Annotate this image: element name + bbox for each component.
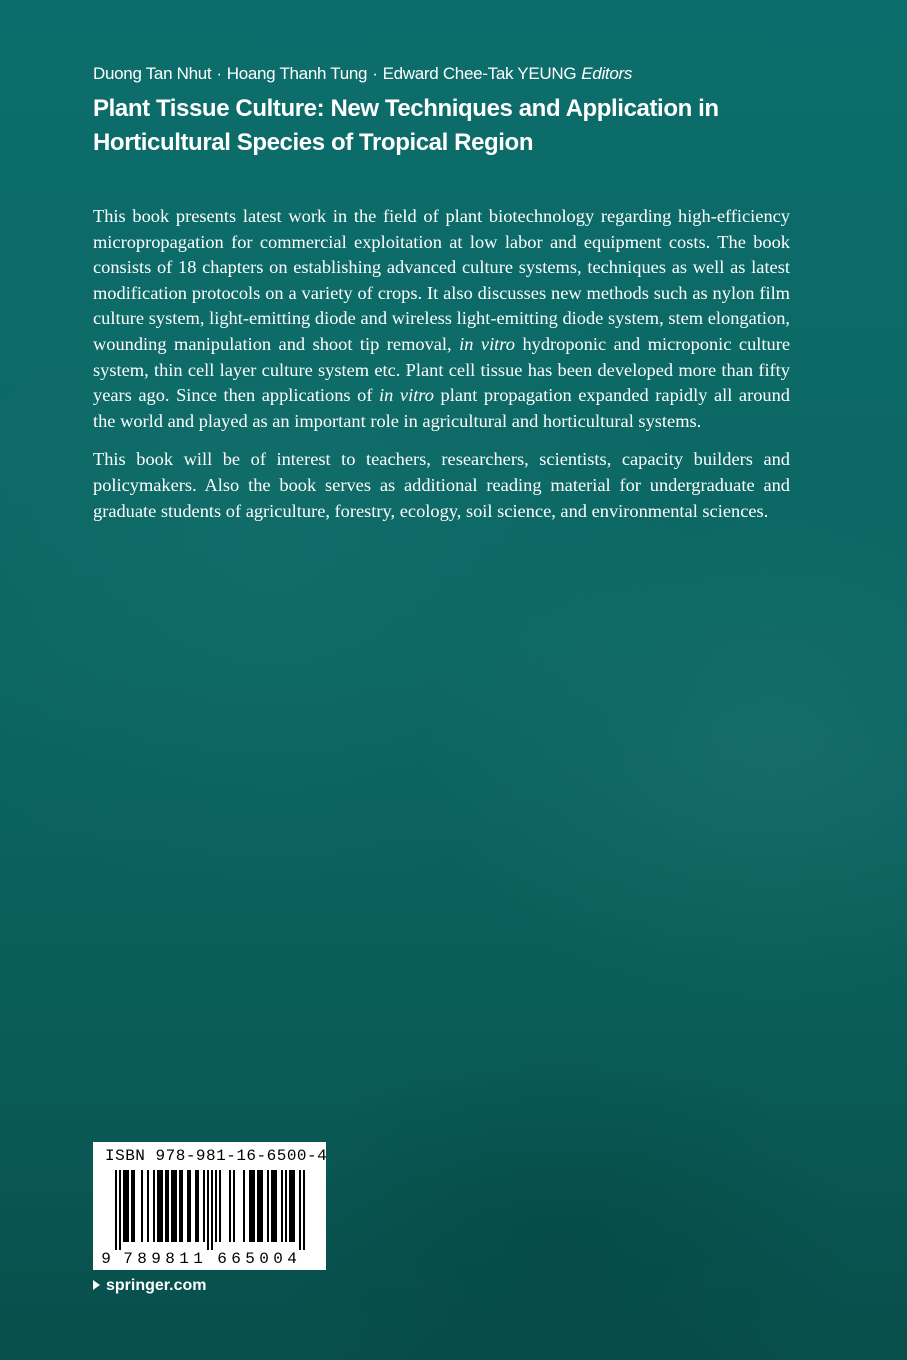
barcode-bar <box>141 1170 143 1242</box>
barcode-bar <box>249 1170 251 1242</box>
barcode-bar <box>187 1170 189 1242</box>
barcode-bar <box>173 1170 175 1242</box>
barcode-digit: 9 <box>151 1250 161 1266</box>
description-italic: in vitro <box>459 333 515 354</box>
description-paragraph <box>93 204 790 434</box>
description-paragraph: This book will be of interest to teachers, researchers, scientists, capacity builders and policymakers. Also the book serves as additional reading material for undergraduate and graduate students of agriculture, forestry, ecology, soil science, and environmental sciences. <box>93 449 790 521</box>
barcode-bar <box>167 1170 169 1242</box>
editors-line <box>93 62 813 86</box>
barcode-bar <box>123 1170 125 1242</box>
barcode-digit: 1 <box>179 1250 189 1266</box>
editor-separator: · <box>216 64 222 83</box>
barcode-bar <box>147 1170 149 1242</box>
barcode-bar <box>259 1170 261 1242</box>
barcode-bar <box>275 1170 277 1242</box>
barcode-bar <box>299 1170 301 1250</box>
barcode-bar <box>219 1170 221 1242</box>
barcode-digit: 0 <box>259 1250 269 1266</box>
barcode-bar <box>253 1170 255 1242</box>
description-text: This book presents latest work in the field of plant biotechnology regarding high-efficiency micropropagation for commercial exploitation at low labor and equipment costs. The book consists of 18 chapters on establishing advanced culture systems, techniques as well as latest modification protocols on a variety of crops. It also discusses new methods such as nylon film culture system, light-emitting diode and wireless light-emitting diode system, stem elongation, wounding manipulation and shoot tip removal, <box>93 206 790 354</box>
barcode-bar <box>211 1170 213 1250</box>
barcode-bar <box>157 1170 159 1242</box>
description-text: hydroponic and microponic culture system, thin cell layer culture system etc. Plant cell tissue has been developed more than fifty years ago. Since then applications of <box>93 333 790 406</box>
barcode-bar <box>215 1170 217 1242</box>
barcode-digit: 5 <box>245 1250 255 1266</box>
barcode-graphic <box>101 1170 316 1266</box>
barcode-bar <box>175 1170 177 1242</box>
barcode-bar <box>207 1170 209 1250</box>
barcode-bar <box>229 1170 231 1242</box>
barcode-bar <box>267 1170 269 1242</box>
barcode-bar <box>197 1170 199 1242</box>
barcode-bar <box>195 1170 197 1242</box>
barcode-digit: 7 <box>123 1250 133 1266</box>
editor-name: Edward Chee-Tak YEUNG <box>382 64 577 83</box>
header <box>93 62 813 160</box>
barcode-bar <box>115 1170 117 1250</box>
barcode-digit: 6 <box>217 1250 227 1266</box>
barcode-bar <box>189 1170 191 1242</box>
barcode-bar <box>303 1170 305 1250</box>
barcode-bar <box>281 1170 283 1242</box>
barcode-bar <box>273 1170 275 1242</box>
barcode-digit: 0 <box>273 1250 283 1266</box>
barcode-bar <box>293 1170 295 1242</box>
barcode-bar <box>271 1170 273 1242</box>
editor-separator: · <box>372 64 378 83</box>
barcode-bar <box>285 1170 287 1242</box>
barcode-bar <box>125 1170 127 1242</box>
book-description <box>93 204 790 537</box>
barcode-digit: 4 <box>287 1250 297 1266</box>
barcode-bar <box>261 1170 263 1242</box>
isbn-barcode <box>93 1142 326 1270</box>
barcode-bar <box>181 1170 183 1242</box>
barcode-bar <box>291 1170 293 1242</box>
editor-name: Duong Tan Nhut <box>93 64 212 83</box>
barcode-bar <box>131 1170 133 1242</box>
barcode-bar <box>257 1170 259 1242</box>
barcode-bar <box>159 1170 161 1242</box>
barcode-digit: 6 <box>231 1250 241 1266</box>
barcode-bar <box>179 1170 181 1242</box>
barcode-bar <box>171 1170 173 1242</box>
barcode-bar <box>165 1170 167 1242</box>
arrow-right-icon <box>93 1280 100 1290</box>
barcode-bar <box>203 1170 205 1242</box>
barcode-bar <box>243 1170 245 1242</box>
barcode-bar <box>251 1170 253 1242</box>
barcode-bar <box>119 1170 121 1250</box>
barcode-bar <box>161 1170 163 1242</box>
isbn-label: ISBN 978-981-16-6500-4 <box>105 1147 328 1165</box>
publisher-website[interactable] <box>93 1275 206 1297</box>
editor-name: Hoang Thanh Tung <box>226 64 368 83</box>
barcode-bar <box>153 1170 155 1242</box>
description-italic: in vitro <box>379 385 434 406</box>
barcode-digit: 9 <box>101 1250 111 1266</box>
barcode-bar <box>127 1170 129 1242</box>
barcode-bar <box>233 1170 235 1242</box>
website-label: springer.com <box>106 1277 207 1294</box>
description-text: plant propagation expanded rapidly all around the world and played as an important role in agricultural and horticultural systems. <box>93 385 790 431</box>
barcode-bar <box>289 1170 291 1242</box>
book-title-line: Horticultural Species of Tropical Region <box>93 129 534 156</box>
book-title <box>93 92 813 160</box>
barcode-digit: 8 <box>165 1250 175 1266</box>
barcode-digit: 1 <box>193 1250 203 1266</box>
book-title-line: Plant Tissue Culture: New Techniques and Application in <box>93 95 719 122</box>
barcode-bar <box>133 1170 135 1242</box>
editors-role: Editors <box>581 64 633 83</box>
barcode-digit: 8 <box>137 1250 147 1266</box>
